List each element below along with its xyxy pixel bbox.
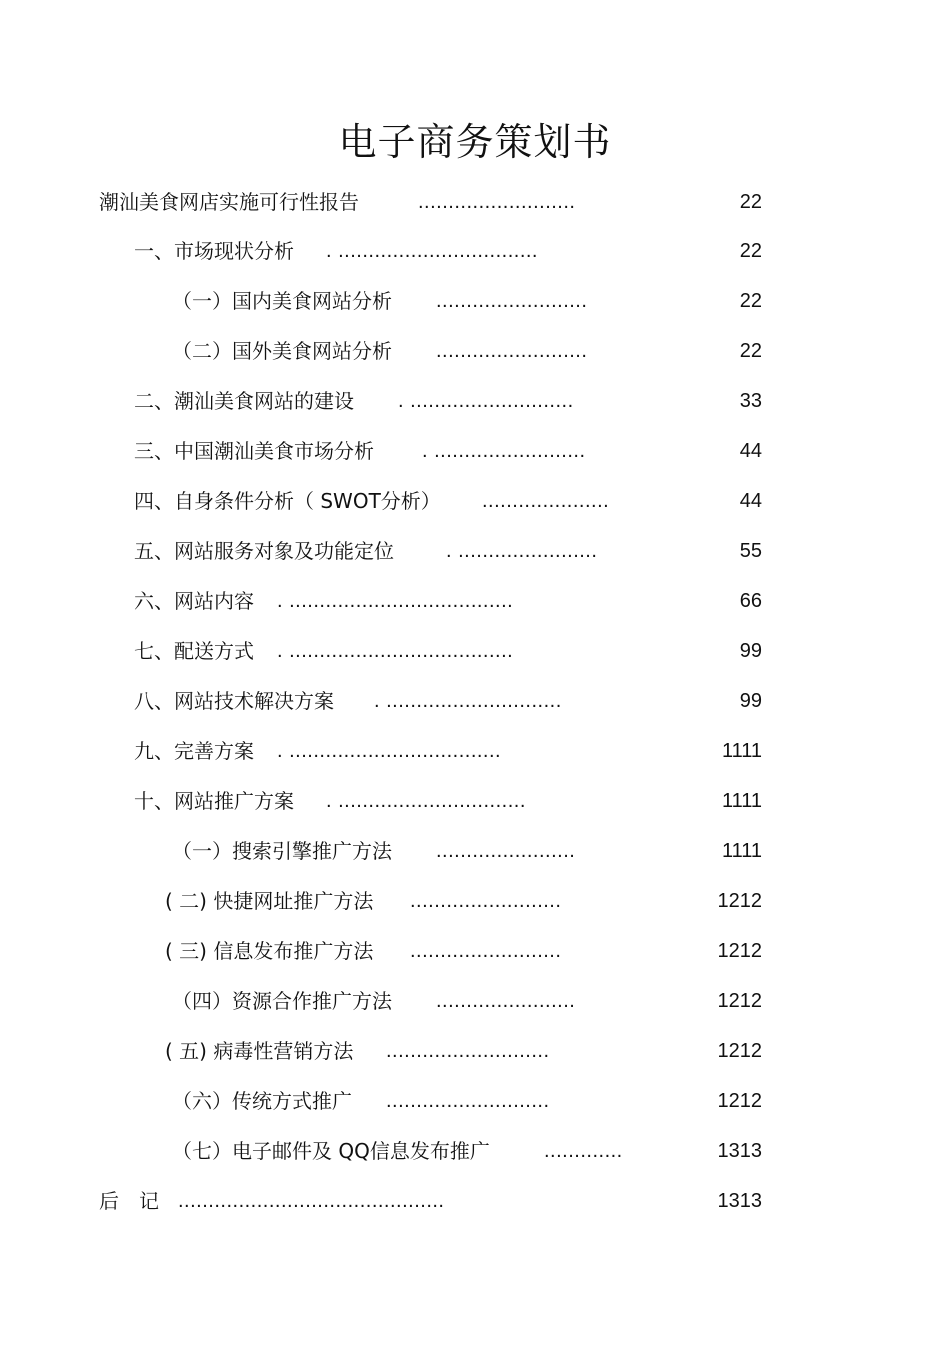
toc-entry-page: 33 [739,390,762,412]
toc-entry-label: 四、自身条件分析（ SWOT分析） [134,489,441,513]
toc-entry-page: 55 [739,540,762,562]
toc-entry[interactable] [0,636,950,666]
toc-entry[interactable] [0,436,950,466]
toc-entry-page: 1313 [717,1140,762,1162]
toc-entry-leader: ......................... [410,890,562,912]
toc-entry[interactable] [0,336,950,366]
toc-entry-leader: ......................... [436,290,588,312]
toc-entry-page: 1111 [721,740,762,762]
toc-entry-leader: ......................... [410,940,562,962]
toc-entry[interactable] [0,1136,950,1166]
toc-entry-leader: ........................... [386,1040,550,1062]
toc-entry[interactable] [0,1036,950,1066]
toc-entry-label: 二、潮汕美食网站的建设 [134,389,354,413]
toc-entry-page: 1212 [717,890,762,912]
toc-entry-label: ( 二) 快捷网址推广方法 [165,889,374,913]
toc-entry-page: 1212 [717,1040,762,1062]
toc-entry-page: 66 [739,590,762,612]
toc-entry-page: 99 [739,640,762,662]
toc-entry-label: （四）资源合作推广方法 [172,989,392,1013]
toc-entry-label: 一、市场现状分析 [134,239,294,263]
toc-entry[interactable] [0,986,950,1016]
toc-entry-leader: . ................................... [277,740,502,762]
toc-entry-label: 十、网站推广方案 [134,789,294,813]
toc-entry-page: 99 [739,690,762,712]
toc-entry-leader: ............................................ [178,1190,445,1212]
toc-entry[interactable] [0,686,950,716]
toc-entry-page: 22 [739,191,762,213]
toc-entry-label: 潮汕美食网店实施可行性报告 [99,190,359,214]
toc-entry[interactable] [0,886,950,916]
toc-entry-label: （二）国外美食网站分析 [172,339,392,363]
toc-entry[interactable] [0,736,950,766]
toc-entry[interactable] [0,187,950,217]
toc-entry-label: 九、完善方案 [134,739,254,763]
toc-entry-page: 22 [739,240,762,262]
toc-entry-leader: . ............................. [374,690,562,712]
toc-entry[interactable] [0,486,950,516]
toc-entry-leader: . ................................. [326,240,538,262]
toc-entry[interactable] [0,286,950,316]
document-title: 电子商务策划书 [338,120,612,164]
toc-entry-label: （七）电子邮件及 QQ信息发布推广 [172,1139,490,1163]
toc-entry-label: （一）搜索引擎推广方法 [172,839,392,863]
toc-entry[interactable] [0,1186,950,1216]
toc-entry-page: 22 [739,290,762,312]
toc-entry-leader: ......................... [436,340,588,362]
toc-entry[interactable] [0,536,950,566]
toc-entry-leader: . ..................................... [277,590,514,612]
toc-entry-page: 44 [739,490,762,512]
toc-entry[interactable] [0,786,950,816]
toc-entry-page: 1212 [717,990,762,1012]
toc-entry[interactable] [0,1086,950,1116]
toc-entry-page: 22 [739,340,762,362]
toc-entry-page: 1313 [717,1190,762,1212]
toc-entry-label: （一）国内美食网站分析 [172,289,392,313]
toc-entry[interactable] [0,936,950,966]
toc-entry-page: 1111 [721,840,762,862]
toc-entry-label: ( 五) 病毒性营销方法 [165,1039,354,1063]
toc-entry-page: 1212 [717,1090,762,1112]
toc-entry[interactable] [0,836,950,866]
toc-entry-page: 44 [739,440,762,462]
toc-entry[interactable] [0,236,950,266]
toc-entry-label: 七、配送方式 [134,639,254,663]
toc-entry-label: 五、网站服务对象及功能定位 [134,539,394,563]
toc-entry-leader: . ......................... [422,440,586,462]
toc-entry-leader: ....................... [436,990,576,1012]
toc-entry-leader: . ....................... [446,540,598,562]
toc-entry-label: 后 记 [99,1189,159,1213]
toc-entry-label: 三、中国潮汕美食市场分析 [134,439,374,463]
toc-entry-leader: .......................... [418,191,576,213]
toc-entry-label: 八、网站技术解决方案 [134,689,334,713]
toc-entry-leader: ..................... [482,490,610,512]
toc-entry-label: 六、网站内容 [134,589,254,613]
toc-entry-leader: . ..................................... [277,640,514,662]
toc-entry-leader: ....................... [436,840,576,862]
toc-entry-page: 1111 [721,790,762,812]
toc-entry[interactable] [0,586,950,616]
toc-entry-leader: ............. [544,1140,623,1162]
toc-entry-page: 1212 [717,940,762,962]
toc-entry-leader: . ............................... [326,790,526,812]
toc-entry-leader: ........................... [386,1090,550,1112]
toc-entry-label: ( 三) 信息发布推广方法 [165,939,374,963]
toc-entry[interactable] [0,386,950,416]
toc-entry-label: （六）传统方式推广 [172,1089,352,1113]
toc-entry-leader: . ........................... [398,390,574,412]
